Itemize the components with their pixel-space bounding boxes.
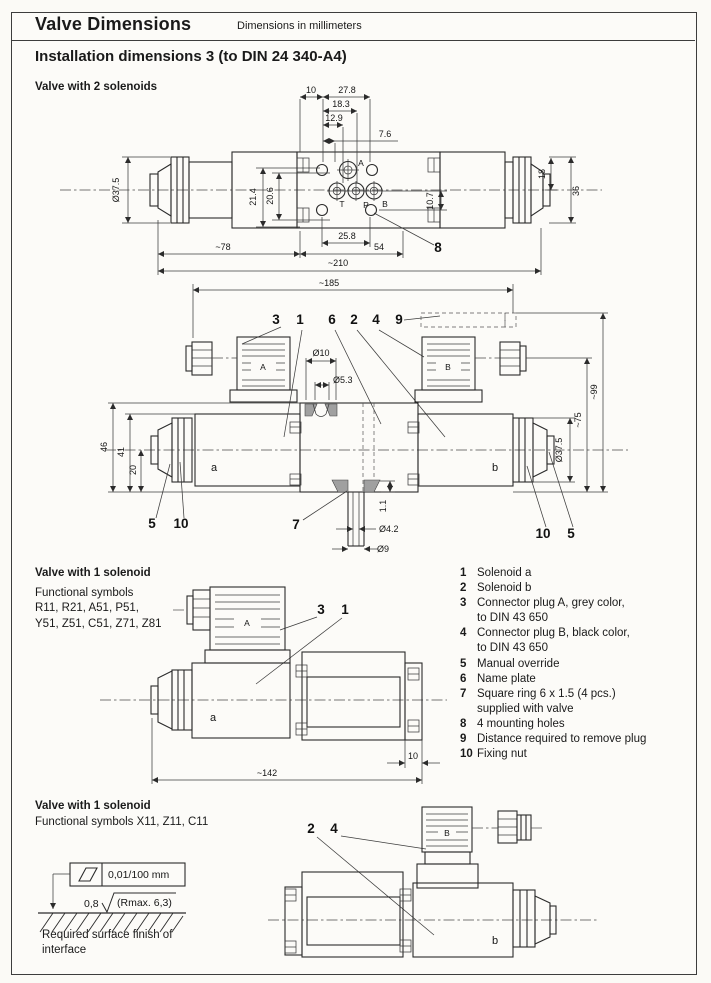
dim-label: 12.9: [325, 113, 343, 123]
svg-text:4: 4: [372, 312, 380, 327]
legend-list: 1 Solenoid a 2 Solenoid b 3 Connector plug A, grey color, to DIN 43 650 4 Connector plug B, black color, to DIN 43 650 5 Manual override 6 Name plate 7 Square ring 6 x 1.5 (4 pcs.) supplied with valve 8 4 mounting holes 9 Distance required to remove plug 10 Fixing nut: [460, 566, 695, 762]
legend-item-9: 9 Distance required to remove plug: [460, 733, 647, 746]
port-label-P: P: [363, 200, 369, 210]
manual-override-detail: [305, 404, 337, 417]
svg-text:10: 10: [535, 526, 551, 541]
legend-item-10: 10 Fixing nut: [460, 748, 527, 761]
legend-item-6: 6 Name plate: [460, 672, 536, 685]
legend-item-8: 8 4 mounting holes: [460, 717, 565, 730]
dim-label: 10: [305, 85, 317, 95]
svg-text:10: 10: [173, 516, 189, 531]
svg-text:6: 6: [328, 312, 336, 327]
dim-label: 10: [407, 751, 419, 761]
functional-symbols-x11: Functional symbols X11, Z11, C11: [35, 815, 209, 828]
connector-plug-b: [417, 807, 545, 888]
one-solenoid-2-text-block: [35, 799, 208, 830]
dim-label: 18: [537, 168, 547, 180]
page-title: Valve Dimensions: [35, 14, 192, 34]
dim-label: 36: [571, 185, 581, 197]
dim-label: ~185: [318, 278, 340, 288]
callout-numbers: [256, 602, 349, 684]
solenoid-b-label: b: [491, 462, 499, 474]
surface-finish-caption: Required surface finish of interface: [42, 929, 173, 956]
section-title: Installation dimensions 3 (to DIN 24 340-A4): [35, 48, 347, 65]
port-label-A: A: [358, 158, 364, 168]
dim-label: ~99: [589, 384, 599, 400]
dimension-185: [193, 278, 513, 338]
square-ring-detail: [332, 480, 380, 546]
connector-b-label: B: [445, 362, 451, 372]
callout-8: [374, 213, 442, 255]
dim-label: 20: [128, 464, 138, 476]
dim-label: 21.4: [248, 188, 258, 206]
roughness-value: 0,8: [84, 898, 99, 910]
dimensions-right: [513, 313, 608, 492]
port-label-T: T: [339, 199, 345, 209]
dim-label: 54: [373, 242, 385, 252]
flatness-icon: [79, 868, 97, 881]
caption-one-solenoid: Valve with 1 solenoid: [35, 567, 151, 579]
valve-and-solenoid: [268, 872, 598, 957]
legend-item-7: 7 Square ring 6 x 1.5 (4 pcs.): [460, 687, 616, 700]
dim-label: 18.3: [332, 99, 350, 109]
dim-label: ~75: [573, 412, 583, 428]
dim-label: 20.6: [265, 187, 275, 205]
dimensions-left: [99, 403, 300, 492]
svg-text:1: 1: [296, 312, 304, 327]
dim-label: Ø37.5: [111, 177, 121, 203]
flatness-value: 0,01/100 mm: [108, 869, 170, 881]
legend-item-5: 5 Manual override: [460, 657, 560, 670]
svg-text:5: 5: [567, 526, 575, 541]
dimension-10-7: [379, 191, 447, 210]
dim-label: 41: [116, 446, 126, 458]
dimension-dia10-dia53: [306, 348, 353, 400]
svg-text:7: 7: [292, 517, 300, 532]
dim-label: Ø37.5: [554, 437, 564, 463]
connector-a-label: A: [244, 618, 250, 628]
dimensions-bottom: [158, 217, 541, 275]
port-label-B: B: [382, 199, 388, 209]
one-solenoid-right-drawing: [265, 795, 605, 975]
dim-label: Ø5.3: [333, 375, 353, 385]
svg-text:1: 1: [341, 602, 349, 617]
dim-label: Ø9: [377, 544, 390, 554]
dim-label: Ø10: [312, 348, 330, 358]
valve-body: [105, 403, 628, 492]
svg-text:2: 2: [307, 821, 315, 836]
legend-item-1: 1 Solenoid a: [460, 567, 532, 579]
svg-text:8: 8: [434, 240, 442, 255]
connector-b-label: B: [444, 828, 450, 838]
leader-to-surface: [53, 874, 70, 909]
svg-text:3: 3: [272, 312, 280, 327]
connector-a-label: A: [260, 362, 266, 372]
svg-text:9: 9: [395, 312, 403, 327]
front-view-two-solenoid-drawing: [95, 276, 640, 566]
solenoid-b-label: b: [491, 935, 499, 947]
caption-one-solenoid-2: Valve with 1 solenoid: [35, 800, 151, 812]
dim-label: ~210: [327, 258, 349, 268]
functional-symbols-line1: Functional symbols: [35, 586, 134, 599]
svg-text:3: 3: [317, 602, 325, 617]
caption-two-solenoids: Valve with 2 solenoids: [35, 81, 158, 93]
dim-label: ~78: [215, 242, 231, 252]
page-subtitle: Dimensions in millimeters: [237, 20, 362, 32]
dim-label: 25.8: [338, 231, 356, 241]
connector-plug-b: [415, 337, 526, 402]
svg-text:5: 5: [148, 516, 156, 531]
dim-label: 10.7: [425, 192, 435, 210]
dim-label: 7.6: [378, 129, 392, 139]
dimensions-left-vertical: [248, 168, 330, 227]
top-view-two-solenoid-drawing: [40, 84, 640, 279]
legend-item-3: 3 Connector plug A, grey color,: [460, 597, 625, 610]
port-labels: [339, 158, 388, 210]
one-solenoid-drawing: [95, 580, 455, 790]
connector-plug-a: [186, 337, 297, 402]
dim-label: Ø4.2: [379, 524, 399, 534]
functional-symbols-line3: Y51, Z51, C51, Z71, Z81: [35, 617, 162, 630]
callout-numbers: [307, 821, 434, 935]
dim-label: 1.1: [378, 499, 388, 513]
port-holes: [317, 159, 385, 216]
flatness-tolerance-frame: [70, 863, 185, 886]
legend-item-4: 4 Connector plug B, black color,: [460, 627, 630, 640]
connector-plug: [173, 587, 290, 663]
solenoid-a-label: a: [209, 712, 217, 724]
legend-item-2: 2 Solenoid b: [460, 582, 532, 595]
svg-text:4: 4: [330, 821, 338, 836]
plug-removal-clearance: [421, 313, 516, 327]
dim-label: 27.8: [338, 85, 356, 95]
roughness-max: (Rmax. 6,3): [117, 897, 172, 909]
solenoid-a-label: a: [210, 462, 218, 474]
roughness-symbol: [84, 893, 176, 912]
dim-label: ~142: [256, 768, 278, 778]
functional-symbols-line2: R11, R21, A51, P51,: [35, 602, 139, 614]
dim-label: 46: [99, 441, 109, 453]
svg-text:2: 2: [350, 312, 358, 327]
